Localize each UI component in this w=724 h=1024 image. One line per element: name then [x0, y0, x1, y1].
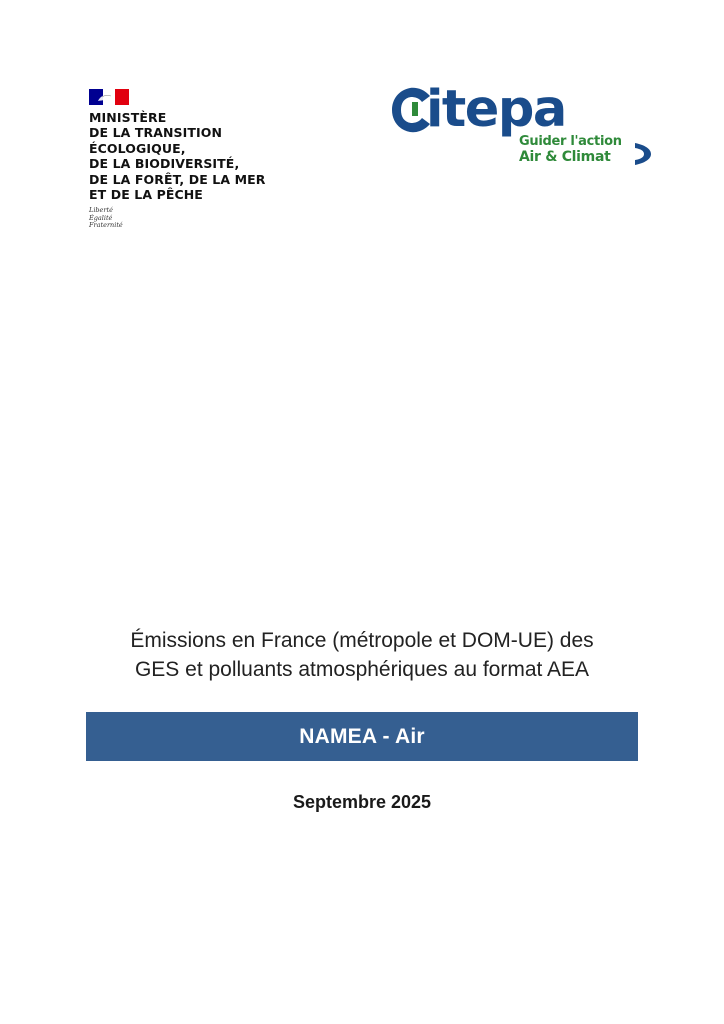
document-title [40, 626, 684, 684]
republic-motto [89, 207, 289, 229]
tagline-line: Air & Climat [519, 149, 611, 165]
citepa-wordmark [390, 80, 566, 140]
title-line: Émissions en France (métropole et DOM-UE) des [130, 629, 594, 652]
motto-line: Fraternité [89, 221, 123, 230]
ministry-line: MINISTÈRE [89, 110, 167, 125]
motto-line: Égalité [89, 213, 113, 222]
ministry-line: DE LA FORÊT, DE LA MER [89, 171, 266, 187]
tagline-line: Guider l'action [519, 134, 622, 149]
ministry-line: DE LA BIODIVERSITÉ, [89, 156, 240, 172]
ministry-name [89, 110, 289, 202]
citepa-logo [390, 82, 660, 172]
citepa-wordmark-initial [390, 80, 426, 139]
marianne-flag-icon [89, 89, 129, 105]
banner-label: NAMEA - Air [299, 724, 425, 748]
publication-date: Septembre 2025 [292, 792, 432, 812]
citepa-wordmark-rest: itepa [425, 80, 566, 139]
ministry-line: ET DE LA PÊCHE [89, 187, 203, 203]
ministry-logo-block [89, 89, 289, 230]
citepa-bracket-icon [633, 141, 653, 167]
motto-line: Liberté [89, 206, 113, 215]
citepa-tagline [519, 134, 622, 165]
namea-banner [86, 712, 638, 761]
ministry-line: DE LA TRANSITION [89, 125, 223, 141]
ministry-line: ÉCOLOGIQUE, [89, 140, 186, 156]
title-line: GES et polluants atmosphériques au format AEA [134, 658, 590, 681]
